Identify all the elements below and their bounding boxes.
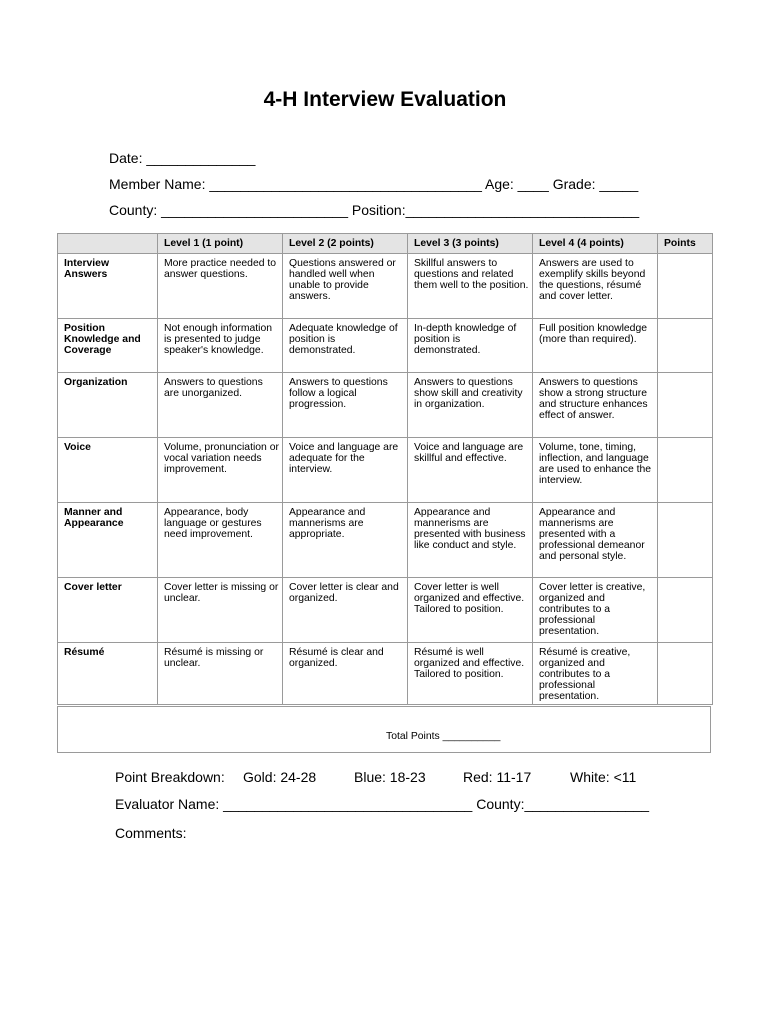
points-input-cell[interactable] bbox=[658, 503, 713, 578]
table-row bbox=[58, 643, 713, 705]
criterion-label: Résumé bbox=[58, 643, 158, 705]
total-points-field[interactable]: Total Points __________ bbox=[386, 731, 501, 742]
member-name-field[interactable]: Member Name: ___________________________________ Age: ____ Grade: _____ bbox=[109, 176, 639, 192]
table-row bbox=[58, 578, 713, 643]
points-input-cell[interactable] bbox=[658, 373, 713, 438]
points-input-cell[interactable] bbox=[658, 643, 713, 705]
points-input-cell[interactable] bbox=[658, 578, 713, 643]
page-title: 4-H Interview Evaluation bbox=[263, 88, 507, 111]
points-input-cell[interactable] bbox=[658, 254, 713, 319]
level-4-cell: Answers are used to exemplify skills beyond the questions, résumé and cover letter. bbox=[533, 254, 658, 319]
gold-range: Gold: 24-28 bbox=[243, 769, 317, 785]
level-4-cell: Appearance and mannerisms are presented with a professional demeanor and personal style. bbox=[533, 503, 658, 578]
table-row bbox=[58, 319, 713, 373]
level-2-cell: Answers to questions follow a logical progression. bbox=[283, 373, 408, 438]
comments-label: Comments: bbox=[115, 825, 187, 841]
level-2-cell: Adequate knowledge of position is demonstrated. bbox=[283, 319, 408, 373]
level-1-cell: Appearance, body language or gestures need improvement. bbox=[158, 503, 283, 578]
criterion-label: Voice bbox=[58, 438, 158, 503]
level-4-cell: Answers to questions show a strong structure and structure enhances effect of answer. bbox=[533, 373, 658, 438]
criterion-label: Interview Answers bbox=[58, 254, 158, 319]
criterion-label: Organization bbox=[58, 373, 158, 438]
level-2-cell: Appearance and mannerisms are appropriate. bbox=[283, 503, 408, 578]
level-3-cell: Résumé is well organized and effective. Tailored to position. bbox=[408, 643, 533, 705]
level-3-cell: Voice and language are skillful and effective. bbox=[408, 438, 533, 503]
level-4-cell: Volume, tone, timing, inflection, and language are used to enhance the interview. bbox=[533, 438, 658, 503]
red-range: Red: 11-17 bbox=[463, 769, 532, 785]
level-3-cell: Answers to questions show skill and creativity in organization. bbox=[408, 373, 533, 438]
criterion-label: Cover letter bbox=[58, 578, 158, 643]
level-3-cell: Cover letter is well organized and effective. Tailored to position. bbox=[408, 578, 533, 643]
points-input-cell[interactable] bbox=[658, 438, 713, 503]
header-level-2: Level 2 (2 points) bbox=[283, 234, 408, 254]
header-level-3: Level 3 (3 points) bbox=[408, 234, 533, 254]
table-row bbox=[58, 503, 713, 578]
header-corner bbox=[58, 234, 158, 254]
level-3-cell: Appearance and mannerisms are presented with business like conduct and style. bbox=[408, 503, 533, 578]
level-2-cell: Cover letter is clear and organized. bbox=[283, 578, 408, 643]
points-input-cell[interactable] bbox=[658, 319, 713, 373]
county-position-field[interactable]: County: ________________________ Position:______________________________ bbox=[109, 202, 640, 218]
header-level-1: Level 1 (1 point) bbox=[158, 234, 283, 254]
level-2-cell: Questions answered or handled well when unable to provide answers. bbox=[283, 254, 408, 319]
level-4-cell: Full position knowledge (more than required). bbox=[533, 319, 658, 373]
point-breakdown-label: Point Breakdown: bbox=[115, 769, 225, 785]
blue-range: Blue: 18-23 bbox=[354, 769, 426, 785]
total-points-box bbox=[57, 706, 711, 753]
level-4-cell: Résumé is creative, organized and contributes to a professional presentation. bbox=[533, 643, 658, 705]
date-field[interactable]: Date: ______________ bbox=[109, 150, 256, 166]
header-level-4: Level 4 (4 points) bbox=[533, 234, 658, 254]
level-1-cell: Not enough information is presented to judge speaker's knowledge. bbox=[158, 319, 283, 373]
level-1-cell: Answers to questions are unorganized. bbox=[158, 373, 283, 438]
criterion-label: Manner and Appearance bbox=[58, 503, 158, 578]
level-2-cell: Voice and language are adequate for the interview. bbox=[283, 438, 408, 503]
table-header-row bbox=[58, 234, 713, 254]
table-row bbox=[58, 438, 713, 503]
level-3-cell: In-depth knowledge of position is demonstrated. bbox=[408, 319, 533, 373]
level-2-cell: Résumé is clear and organized. bbox=[283, 643, 408, 705]
criterion-label: Position Knowledge and Coverage bbox=[58, 319, 158, 373]
header-points: Points bbox=[658, 234, 713, 254]
level-1-cell: Cover letter is missing or unclear. bbox=[158, 578, 283, 643]
level-1-cell: More practice needed to answer questions. bbox=[158, 254, 283, 319]
white-range: White: <11 bbox=[570, 769, 637, 785]
level-3-cell: Skillful answers to questions and related them well to the position. bbox=[408, 254, 533, 319]
evaluation-rubric-table bbox=[57, 233, 713, 705]
level-1-cell: Résumé is missing or unclear. bbox=[158, 643, 283, 705]
evaluator-county-field[interactable]: Evaluator Name: ________________________________ County:________________ bbox=[115, 796, 650, 812]
level-1-cell: Volume, pronunciation or vocal variation needs improvement. bbox=[158, 438, 283, 503]
table-row bbox=[58, 254, 713, 319]
level-4-cell: Cover letter is creative, organized and contributes to a professional presentation. bbox=[533, 578, 658, 643]
table-row bbox=[58, 373, 713, 438]
